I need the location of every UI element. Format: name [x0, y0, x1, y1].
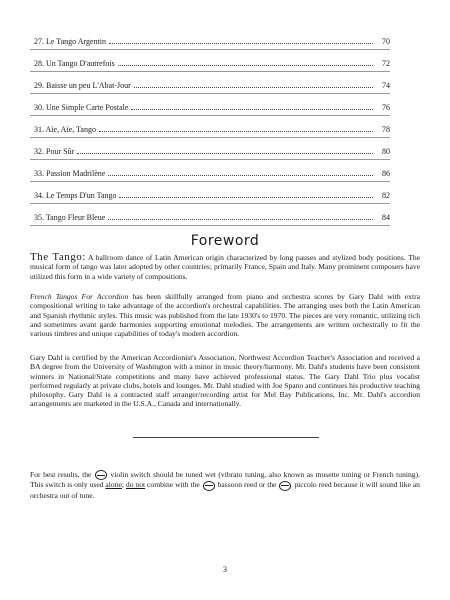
reed-note-text: piccolo reed because it will sound like an orchestra out of tune. [30, 480, 420, 500]
bassoon-reed-icon [203, 481, 215, 491]
toc-entry-page: 80 [382, 147, 390, 156]
toc-entry[interactable] [30, 116, 390, 138]
section-divider [133, 437, 319, 438]
toc-entry-title: 34. Le Temps D'un Tango [34, 191, 117, 200]
toc-entry-page: 70 [382, 37, 390, 46]
arrangement-text: has been skillfully arranged from piano and orchestra scores by Gary Dahl with extra compositional writing to take advantage of the accordion's orchestral capabilities. The arranging uses both the Latin American and Spanish rhythmic styles. This music was published from the late 1930's to 1970. The pieces are very romantic, utilizing rich and sometimes avant garde harmonies supporting emotional melodies. The arrangements are written orchestrally to fit the various timbres and unique capabilities of today's modern accordion. [30, 292, 420, 339]
table-of-contents [30, 28, 390, 226]
toc-entry[interactable] [30, 72, 390, 94]
toc-entry-page: 82 [382, 191, 390, 200]
toc-leader-dots [108, 175, 373, 176]
toc-entry[interactable] [30, 94, 390, 116]
foreword-paragraph-biography: Gary Dahl is certified by the American Accordionist's Association, Northwest Accordion Teacher's Association and received a BA degree from the University of Washington with a minor in music theory/harmony. Mr. Dahl's students have been consistent winners in National/State competitions and many have achieved professional status. The Gary Dahl Trio plus vocalist performed regularly at private clubs, hotels and lounges. Mr. Dahl studied with Joe Spano and continues his productive teaching philosophy. Gary Dahl is a contracted staff arranger/recording artist for Mel Bay Publications, Inc. Mr. Dahl's accordion arrangements are marketed in the U.S.A., Canada and internationally. [30, 353, 420, 409]
tango-lead-in: The Tango: [30, 251, 86, 263]
reed-note-text: For best results, the [30, 470, 94, 479]
toc-entry-title: 28. Un Tango D'autrefois [34, 59, 115, 68]
emphasis-alone: alone [105, 480, 122, 490]
toc-entry-page: 86 [382, 169, 390, 178]
book-title-italic: French Tangos For Accordion [30, 292, 129, 301]
toc-entry-title: 35. Tango Fleur Bleue [34, 213, 106, 222]
toc-entry[interactable] [30, 204, 390, 226]
toc-entry[interactable] [30, 182, 390, 204]
toc-leader-dots [118, 65, 373, 66]
foreword-paragraph-tango [30, 253, 420, 281]
foreword-heading: Foreword [190, 233, 260, 249]
toc-entry-page: 74 [382, 81, 390, 90]
toc-entry[interactable] [30, 28, 390, 50]
foreword-paragraph-reed-note [30, 470, 420, 500]
toc-leader-dots [109, 43, 373, 44]
toc-leader-dots [134, 87, 373, 88]
violin-reed-icon [95, 470, 107, 480]
reed-note-text: combine with the [145, 480, 202, 490]
toc-entry-page: 76 [382, 103, 390, 112]
toc-leader-dots [131, 109, 373, 110]
toc-entry[interactable] [30, 50, 390, 72]
toc-entry-page: 78 [382, 125, 390, 134]
page-number: 3 [223, 565, 227, 574]
toc-entry[interactable] [30, 138, 390, 160]
toc-entry-title: 32. Pour Sûr [34, 147, 75, 156]
reed-note-text: ; [121, 480, 126, 490]
toc-entry[interactable] [30, 160, 390, 182]
toc-entry-title: 33. Passion Madrilène [34, 169, 106, 178]
reed-note-text: bassoon reed or the [215, 480, 279, 490]
toc-leader-dots [77, 153, 373, 154]
toc-leader-dots [99, 131, 373, 132]
toc-entry-title: 29. Baisse un peu L'Abat-Jour [34, 81, 131, 90]
toc-entry-page: 72 [382, 59, 390, 68]
toc-leader-dots [119, 197, 373, 198]
toc-entry-page: 84 [382, 213, 390, 222]
toc-entry-title: 30. Une Simple Carte Postale [34, 103, 129, 112]
toc-entry-title: 27. Le Tango Argentin [34, 37, 107, 46]
emphasis-do-not: do not [125, 480, 146, 490]
piccolo-reed-icon [279, 481, 291, 491]
foreword-paragraph-arrangement [30, 292, 420, 338]
reed-note-text: violin switch should be tuned wet (vibrato tuning, also known as musette tuning or French tuning). This switch is only used [30, 470, 420, 490]
toc-leader-dots [108, 219, 373, 220]
tango-definition-text: A ballroom dance of Latin American origin characterized by long pauses and stylized body positions. The musical form of tango was later adopted by other countries; primarily France, Spain and Italy. Many prominent composers have utilized this form in a wide variety of compositions. [30, 253, 420, 281]
toc-entry-title: 31. Aïe, Aïe, Tango [34, 125, 96, 134]
